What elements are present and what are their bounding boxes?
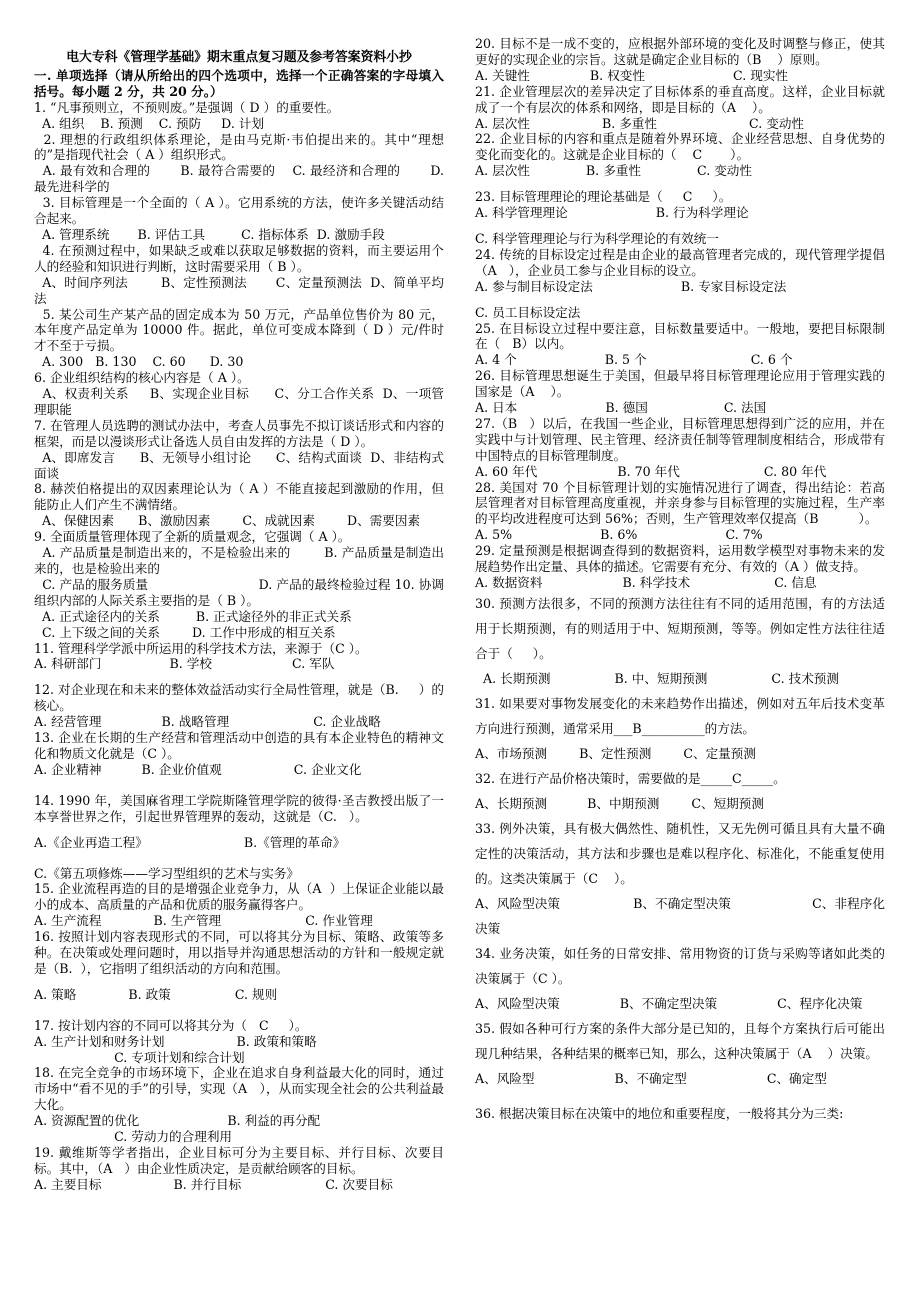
question-23: 23. 目标管理理论的理论基础是（ C ）。 xyxy=(475,189,732,205)
question-25-options: A. 4 个 B. 5 个 C. 6 个 xyxy=(475,352,793,368)
question-31-options: A、市场预测 B、定性预测 C、定量预测 xyxy=(475,745,756,761)
question-33-options: A、风险型决策 B、不确定型决策 C、非程序化决策 xyxy=(475,895,885,936)
question-28-options: A. 5% B. 6% C. 7% xyxy=(475,527,763,543)
question-26-options: A. 日本 B. 德国 C. 法国 xyxy=(475,400,767,416)
question-24-options: A. 参与制目标设定法 B. 专家目标设定法 xyxy=(475,278,787,294)
question-26: 26. 目标管理思想诞生于美国，但最早将目标管理理论应用于管理实践的国家是（A ）。 xyxy=(475,368,885,400)
question-29-options: A. 数据资料 B. 科学技术 C. 信息 xyxy=(475,575,817,590)
question-22: 22. 企业目标的内容和重点是随着外界环境、企业经营思想、自身优势的变化而变化的。这就是企业目标的（ C ）。 xyxy=(475,131,885,163)
question-13: 13. 企业在长期的生产经营和管理活动中创造的具有本企业特色的精神文化和物质文化就是（C ）。 xyxy=(34,730,444,761)
question-1: 1. “凡事预则立，不预则废。”是强调（ D ）的重要性。 xyxy=(34,99,340,115)
question-5: 5. 某公司生产某产品的固定成本为 50 万元，产品单位售价为 80 元，本年度产品定单为 10000 件。据此，单位可变成本降到（ D ）元/件时才不至于亏损。 xyxy=(34,306,444,354)
question-18: 18. 在完全竞争的市场环境下，企业在追求自身利益最大化的同时，通过市场中“看不见的手”的引导，实现（A ），从而实现全社会的公共利益最大化。 xyxy=(34,1065,444,1113)
question-11-options: A. 科研部门 B. 学校 C. 军队 xyxy=(34,656,335,672)
question-17-options-2: C. 专项计划和综合计划 xyxy=(34,1049,245,1065)
question-3: 3. 目标管理是一个全面的（ A ）。它用系统的方法，使许多关键活动结合起来。 xyxy=(34,195,444,227)
question-9-options-2: C. 产品的服务质量 D. 产品的最终检验过程 10. 协调组织内部的人际关系主要指的是（ B ）。 xyxy=(34,576,444,608)
question-14: 14. 1990 年，美国麻省理工学院斯隆管理学院的彼得·圣吉教授出版了一本享誉世界之作，引起世界管理界的轰动，这就是（C. ）。 xyxy=(34,792,444,824)
question-8: 8. 赫茨伯格提出的双因素理论认为（ A ）不能直接起到激励的作用，但能防止人们产生不满情绪。 xyxy=(34,481,444,513)
question-6: 6. 企业组织结构的核心内容是（ A ）。 xyxy=(34,370,250,386)
question-2-options: A. 最有效和合理的 B. 最符合需要的 C. 最经济和合理的 D. 最先进科学的 xyxy=(34,163,449,195)
question-14-options: A.《企业再造工程》 B.《管理的革命》 xyxy=(34,834,346,850)
question-9-options: A. 产品质量是制造出来的，不是检验出来的 B. 产品质量是制造出来的，也是检验出来的 xyxy=(34,545,444,576)
question-28: 28. 美国对 70 个目标管理计划的实施情况进行了调查，得出结论：若高层管理者对目标管理高度重视，并亲身参与目标管理的实施过程，生产率的平均改进程度可达到 56%；否则，生产管理效率仅提高（B ）。 xyxy=(475,479,885,527)
document-title: 电大专科《管理学基础》期末重点复习题及参考答案资料小抄 xyxy=(66,50,412,65)
right-column xyxy=(475,0,885,1126)
question-19: 19. 戴维斯等学者指出，企业目标可分为主要目标、并行目标、次要目标。其中，（A ）由企业性质决定，是贡献给顾客的目标。 xyxy=(34,1145,444,1176)
question-2: 2. 理想的行政组织体系理论，是由马克斯·韦伯提出来的。其中“理想的”是指现代社会（ A ）组织形式。 xyxy=(34,131,444,163)
question-34: 34. 业务决策，如任务的日常安排、常用物资的订货与采购等诸如此类的决策属于（C ）。 xyxy=(475,945,885,986)
question-6-options: A、权责利关系 B、实现企业目标 C、分工合作关系 D、一项管理职能 xyxy=(34,386,444,417)
question-20: 20. 目标不是一成不变的，应根据外部环境的变化及时调整与修正，使其更好的实现企业的宗旨。这就是确定企业目标的（B ）原则。 xyxy=(475,36,885,67)
question-8-options: A、保健因素 B、激励因素 C、成就因素 D、需要因素 xyxy=(34,513,421,529)
question-11: 11. 管理科学学派中所运用的科学技术方法，来源于（C ）。 xyxy=(34,640,368,656)
question-21: 21. 企业管理层次的差异决定了目标体系的垂直高度。这样，企业目标就成了一个有层次的体系和网络，即是目标的（A ）。 xyxy=(475,83,885,115)
question-12: 12. 对企业现在和未来的整体效益活动实行全局性管理，就是（B. ）的核心。 xyxy=(34,682,444,714)
question-9: 9. 全面质量管理体现了全新的质量观念，它强调（ A ）。 xyxy=(34,529,351,545)
question-23-options-2: C. 科学管理理论与行为科学理论的有效统一 xyxy=(475,230,719,246)
question-31: 31. 如果要对事物发展变化的未来趋势作出描述，例如对五年后技术变革方向进行预测，通常采用___B__________的方法。 xyxy=(475,695,885,736)
question-33: 33. 例外决策，具有极大偶然性、随机性，又无先例可循且具有大量不确定性的决策活动，其方法和步骤也是难以程序化、标准化，不能重复使用的。这类决策属于（C ）。 xyxy=(475,820,885,886)
question-23-options: A. 科学管理理论 B. 行为科学理论 xyxy=(475,205,749,221)
question-20-options: A. 关键性 B. 权变性 C. 现实性 xyxy=(475,67,789,83)
question-15: 15. 企业流程再造的目的是增强企业竞争力，从（A ）上保证企业能以最小的成本、高质量的产品和优质的服务赢得客户。 xyxy=(34,881,444,913)
left-column xyxy=(34,0,449,1193)
question-18-options-2: C. 劳动力的合理利用 xyxy=(34,1129,233,1145)
question-24-options-2: C. 员工目标设定法 xyxy=(475,304,581,320)
question-7: 7. 在管理人员选聘的测试办法中，考查人员事先不拟订谈话形式和内容的框架，而是以漫谈形式让备选人员自由发挥的方法是（ D ）。 xyxy=(34,417,444,449)
question-30: 30. 预测方法很多，不同的预测方法往往有不同的适用范围，有的方法适用于长期预测，有的则适用于中、短期预测，等等。例如定性方法往往适合于（ ）。 xyxy=(475,595,885,661)
question-16-options: A. 策略 B. 政策 C. 规则 xyxy=(34,986,278,1002)
question-14-options-2: C.《第五项修炼——学习型组织的艺术与实务》 xyxy=(34,865,300,881)
question-10-options: A. 正式途径内的关系 B. 正式途径外的非正式关系 xyxy=(34,608,352,624)
question-5-options: A. 300 B. 130 C. 60 D. 30 xyxy=(34,354,244,370)
question-16: 16. 按照计划内容表现形式的不同，可以将其分为目标、策略、政策等多种。在决策或处理问题时，用以指导并沟通思想活动的方针和一般规定就是（B. ），它指明了组织活动的方向和范围。 xyxy=(34,929,444,976)
question-7-options: A、即席发言 B、无领导小组讨论 C、结构式面谈 D、非结构式面谈 xyxy=(34,449,444,481)
question-24: 24. 传统的目标设定过程是由企业的最高管理者完成的，现代管理学提倡（A ），企业员工参与企业目标的设立。 xyxy=(475,246,885,278)
question-3-options: A. 管理系统 B. 评估工具 C. 指标体系 D. 激励手段 xyxy=(34,226,385,242)
question-17: 17. 按计划内容的不同可以将其分为（ C ）。 xyxy=(34,1017,308,1033)
question-13-options: A. 企业精神 B. 企业价值观 C. 企业文化 xyxy=(34,761,362,777)
question-32: 32. 在进行产品价格决策时，需要做的是_____C_____。 xyxy=(475,770,786,786)
question-25: 25. 在目标设立过程中要注意，目标数量要适中。一般地，要把目标限制在（ B）以内。 xyxy=(475,320,885,352)
question-22-options: A. 层次性 B. 多重性 C. 变动性 xyxy=(475,163,752,179)
question-34-options: A、风险型决策 B、不确定型决策 C、程序化决策 xyxy=(475,995,863,1011)
question-4-options: A、时间序列法 B、定性预测法 C、定量预测法 D、简单平均法 xyxy=(34,274,445,306)
question-12-options: A. 经营管理 B. 战略管理 C. 企业战略 xyxy=(34,714,381,730)
question-35-options: A、风险型 B、不确定型 C、确定型 xyxy=(475,1070,827,1086)
question-30-options: A. 长期预测 B. 中、短期预测 C. 技术预测 xyxy=(475,670,839,686)
question-10-options-2: C. 上下级之间的关系 D. 工作中形成的相互关系 xyxy=(34,624,336,640)
question-15-options: A. 生产流程 B. 生产管理 C. 作业管理 xyxy=(34,913,373,929)
question-32-options: A、长期预测 B、中期预测 C、短期预测 xyxy=(475,795,764,811)
question-35: 35. 假如各种可行方案的条件大部分是已知的，且每个方案执行后可能出现几种结果，各种结果的概率已知，那么，这种决策属于（A ）决策。 xyxy=(475,1020,885,1061)
question-36: 36. 根据决策目标在决策中的地位和重要程度，一般将其分为三类: xyxy=(475,1105,844,1121)
question-21-options: A. 层次性 B. 多重性 C. 变动性 xyxy=(475,115,805,131)
question-29: 29. 定量预测是根据调查得到的数据资料，运用数学模型对事物未来的发展趋势作出定量、具体的描述。它需要有充分、有效的（A ）做支持。 xyxy=(475,543,885,575)
section-heading: 一. 单项选择（请从所给出的四个选项中，选择一个正确答案的字母填入括号。每小题 2 分，共 20 分。） xyxy=(34,67,444,99)
question-17-options: A. 生产计划和财务计划 B. 政策和策略 xyxy=(34,1033,317,1049)
question-19-options: A. 主要目标 B. 并行目标 C. 次要目标 xyxy=(34,1176,393,1192)
question-27: 27.（B ）以后，在我国一些企业，目标管理思想得到广泛的应用，并在实践中与计划管理、民主管理、经济责任制等管理制度相结合，形成带有中国特点的目标管理制度。 xyxy=(475,415,885,463)
question-27-options: A. 60 年代 B. 70 年代 C. 80 年代 xyxy=(475,463,827,479)
question-4: 4. 在预测过程中，如果缺乏或难以获取足够数据的资料，而主要运用个人的经验和知识进行判断，这时需要采用（ B ）。 xyxy=(34,242,444,274)
question-18-options: A. 资源配置的优化 B. 利益的再分配 xyxy=(34,1113,321,1129)
question-1-options: A. 组织 B. 预测 C. 预防 D. 计划 xyxy=(34,115,265,131)
